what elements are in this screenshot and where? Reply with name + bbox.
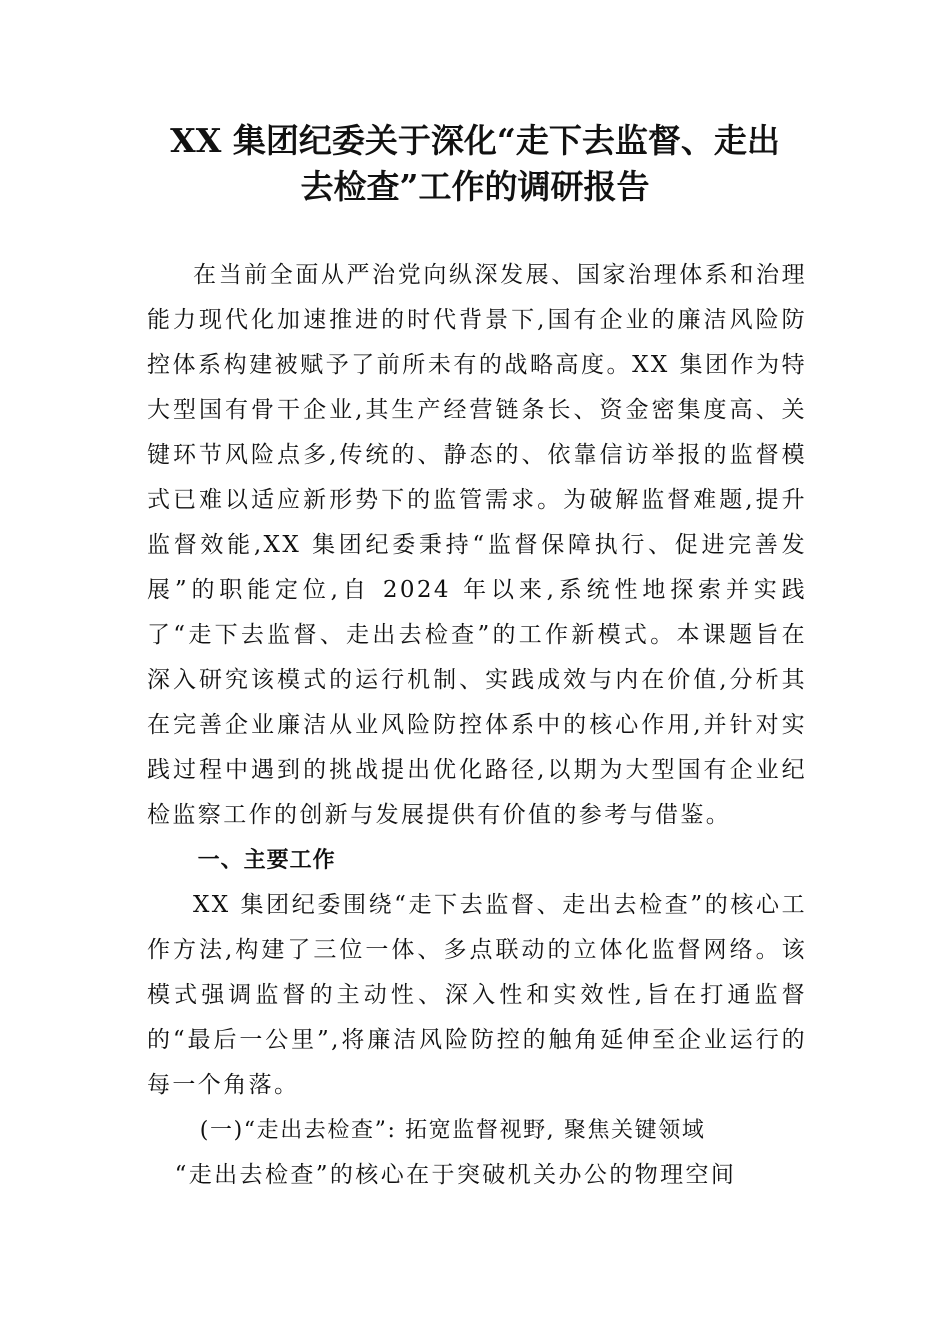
- section-paragraph-main-work: XX 集团纪委围绕“走下去监督、走出去检查”的核心工作方法,构建了三位一体、多点联动的立体化监督网络。该模式强调监督的主动性、深入性和实效性,旨在打通监督的“最后一公里”,将廉洁风险防控的触角延伸至企业运行的每一个角落。: [147, 892, 807, 1098]
- document-body: [147, 253, 807, 1198]
- subsection-paragraph-go-out-inspection: “走出去检查”的核心在于突破机关办公的物理空间: [174, 1162, 737, 1188]
- subsection-heading-go-out-inspection: (一)“走出去检查”: 拓宽监督视野, 聚焦关键领域: [199, 1118, 706, 1143]
- document-title: [130, 118, 820, 210]
- intro-paragraph: 在当前全面从严治党向纵深发展、国家治理体系和治理能力现代化加速推进的时代背景下,国有企业的廉洁风险防控体系构建被赋予了前所未有的战略高度。XX 集团作为特大型国有骨干企业,其生产经营链条长、资金密集度高、关键环节风险点多,传统的、静态的、依靠信访举报的监督模式已难以适应新形势下的监管需求。为破解监督难题,提升监督效能,XX 集团纪委秉持“监督保障执行、促进完善发展”的职能定位,自 2024 年以来,系统性地探索并实践了“走下去监督、走出去检查”的工作新模式。本课题旨在深入研究该模式的运行机制、实践成效与内在价值,分析其在完善企业廉洁从业风险防控体系中的核心作用,并针对实践过程中遇到的挑战提出优化路径,以期为大型国有企业纪检监察工作的创新与发展提供有价值的参考与借鉴。: [147, 262, 807, 828]
- section-heading-main-work: 一、主要工作: [197, 848, 336, 873]
- title-line-2: 去检查”工作的调研报告: [300, 167, 650, 206]
- title-line-1: XX 集团纪委关于深化“走下去监督、走出: [170, 121, 780, 160]
